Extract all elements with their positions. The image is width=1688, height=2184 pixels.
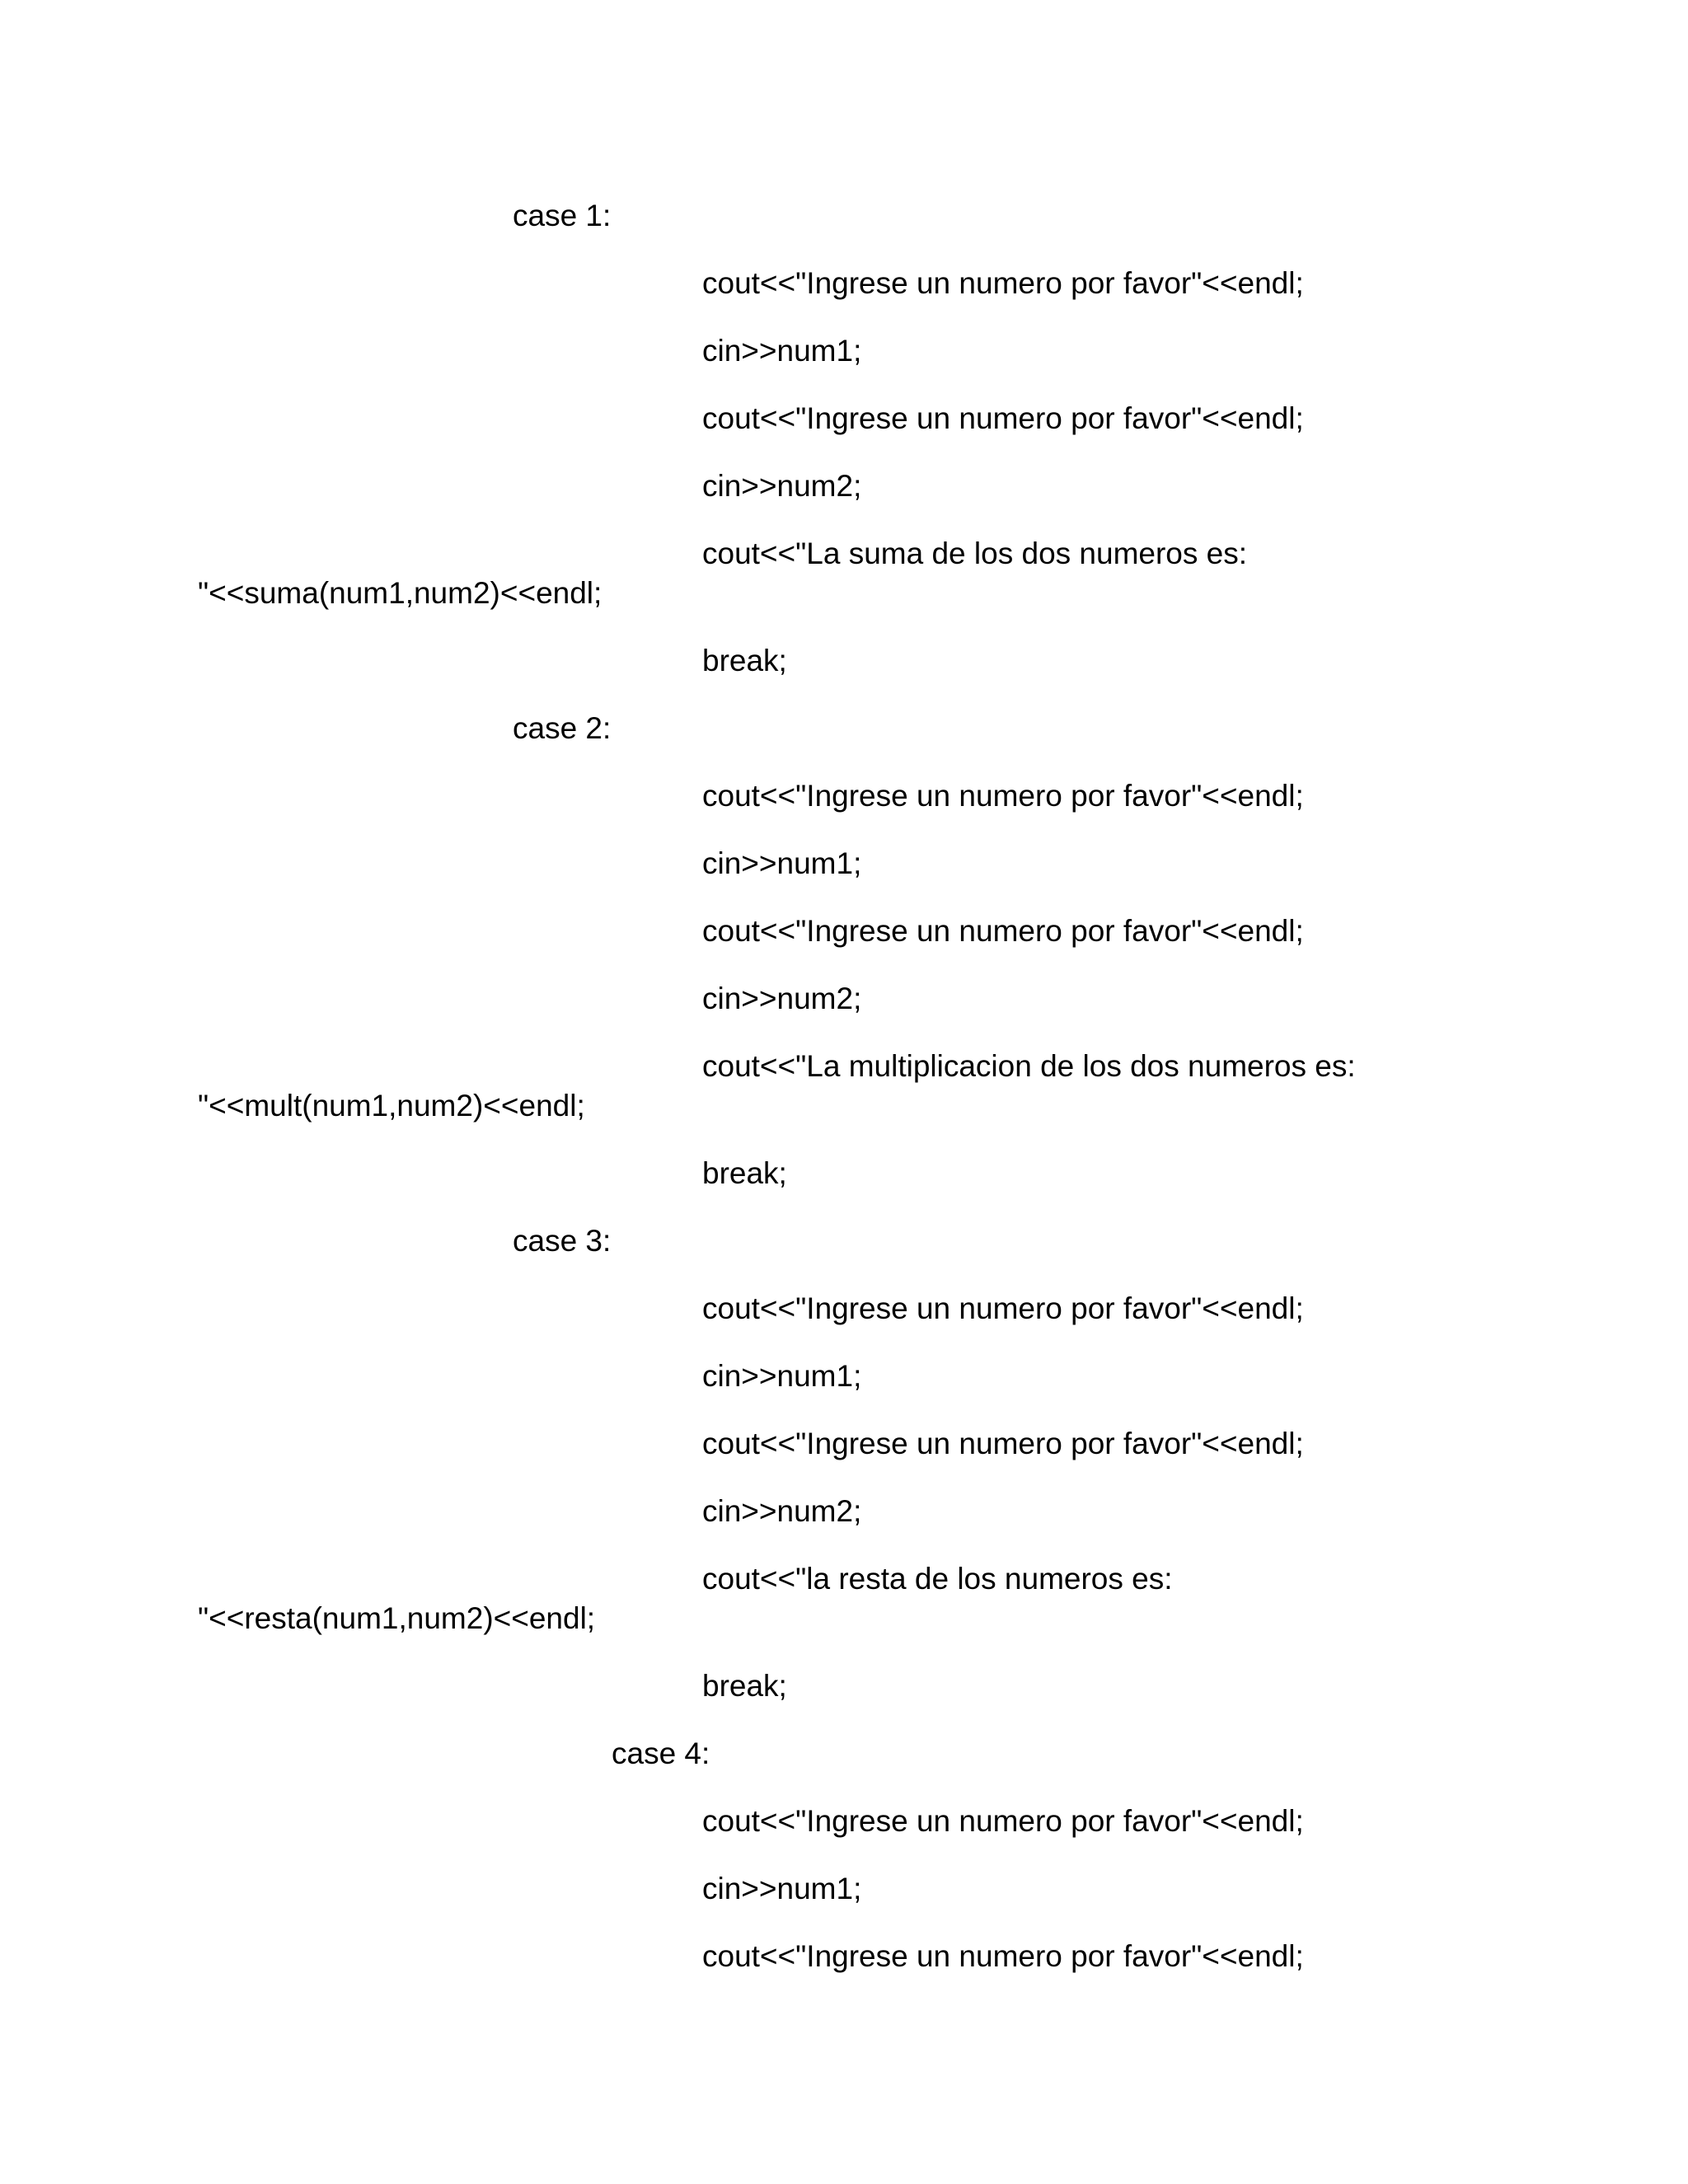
- code-line-continuation: "<<suma(num1,num2)<<endl;: [198, 576, 603, 610]
- code-line: case 4:: [612, 1736, 710, 1770]
- code-line: break;: [702, 1156, 787, 1190]
- code-line: cout<<"La multiplicacion de los dos numeros es:: [702, 1049, 1356, 1083]
- code-line: cin>>num1;: [702, 334, 862, 368]
- code-line: cout<<"Ingrese un numero por favor"<<endl;: [702, 1939, 1304, 1973]
- code-line: break;: [702, 644, 787, 677]
- code-line: case 3:: [513, 1224, 612, 1258]
- code-line: cout<<"Ingrese un numero por favor"<<endl;: [702, 1804, 1304, 1838]
- code-line: cin>>num2;: [702, 982, 862, 1015]
- code-line: break;: [702, 1669, 787, 1703]
- code-line: cout<<"Ingrese un numero por favor"<<endl;: [702, 914, 1304, 948]
- code-line: cin>>num2;: [702, 1494, 862, 1528]
- code-line: cout<<"Ingrese un numero por favor"<<endl;: [702, 266, 1304, 300]
- code-line-continuation: "<<resta(num1,num2)<<endl;: [198, 1601, 596, 1635]
- code-line: case 2:: [513, 711, 612, 745]
- code-line: cout<<"Ingrese un numero por favor"<<endl;: [702, 1291, 1304, 1325]
- code-line: cout<<"La suma de los dos numeros es:: [702, 537, 1248, 570]
- code-line-continuation: "<<mult(num1,num2)<<endl;: [198, 1089, 585, 1122]
- code-line: case 1:: [513, 199, 612, 232]
- code-line: cin>>num1;: [702, 1359, 862, 1393]
- code-line: cout<<"la resta de los numeros es:: [702, 1562, 1173, 1596]
- code-line: cout<<"Ingrese un numero por favor"<<endl;: [702, 401, 1304, 435]
- code-line: cout<<"Ingrese un numero por favor"<<endl;: [702, 1427, 1304, 1460]
- code-line: cin>>num1;: [702, 846, 862, 880]
- code-line: cout<<"Ingrese un numero por favor"<<endl;: [702, 779, 1304, 813]
- code-line: cin>>num2;: [702, 469, 862, 503]
- code-line: cin>>num1;: [702, 1872, 862, 1905]
